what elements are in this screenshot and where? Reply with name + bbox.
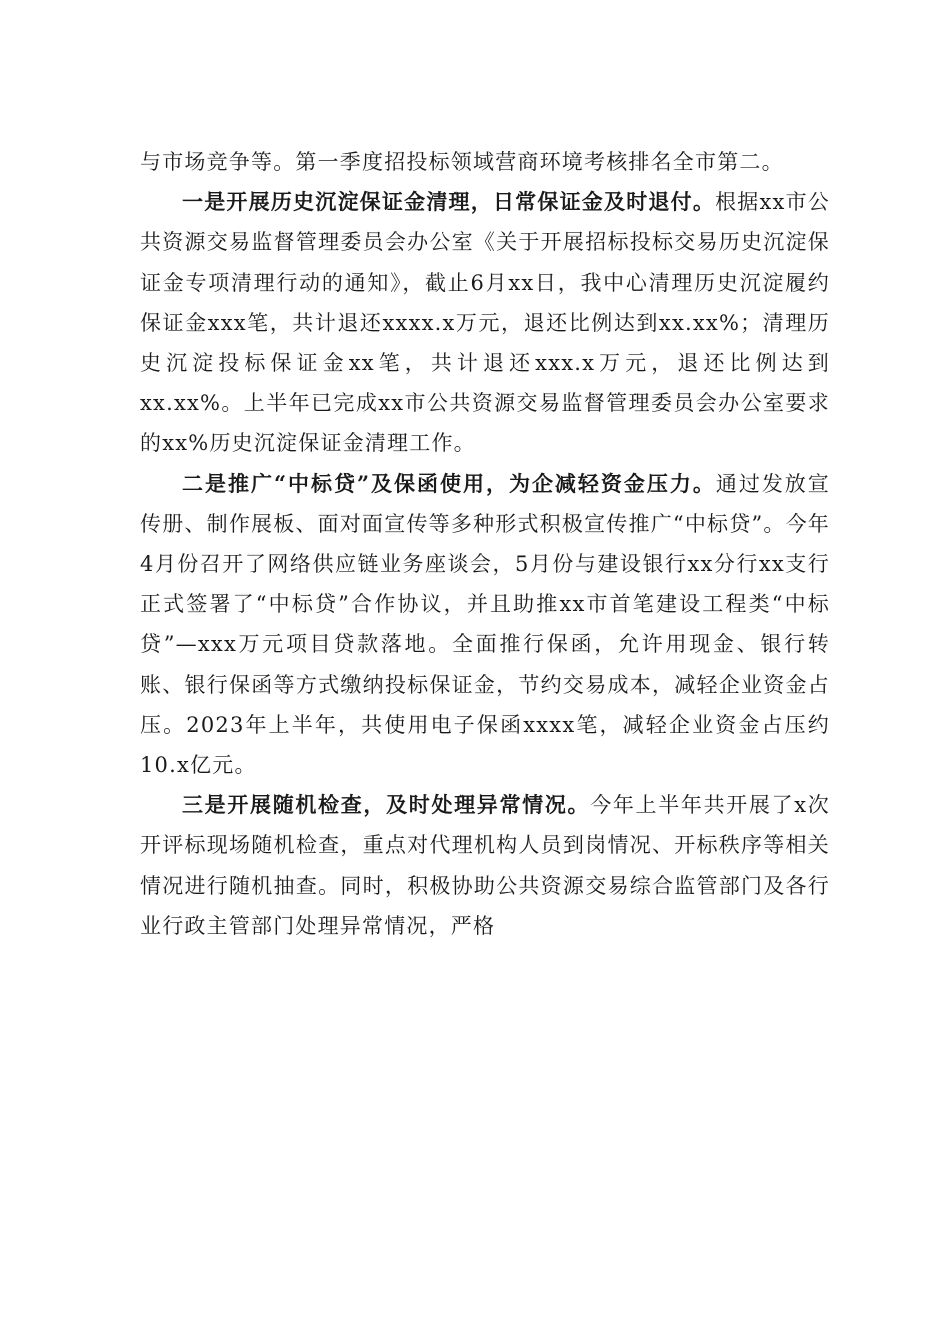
document-page <box>140 142 830 946</box>
paragraph-heading: 三是开展随机检查，及时处理异常情况。 <box>182 792 591 818</box>
paragraph-deposit-cleanup <box>140 182 830 463</box>
paragraph-continuation <box>140 142 830 182</box>
paragraph-random-inspection <box>140 785 830 946</box>
paragraph-heading: 二是推广“中标贷”及保函使用，为企减轻资金压力。 <box>182 470 716 496</box>
paragraph-loan-promotion <box>140 464 830 786</box>
paragraph-heading: 一是开展历史沉淀保证金清理，日常保证金及时退付。 <box>182 189 716 215</box>
paragraph-text: 今年上半年共开展了x次开评标现场随机检查，重点对代理机构人员到岗情况、开标秩序等相关情况进行随机抽查。同时，积极协助公共资源交易综合监管部门及各行业行政主管部门处理异常情况，严格 <box>140 793 830 938</box>
paragraph-text: 根据xx市公共资源交易监督管理委员会办公室《关于开展招标投标交易历史沉淀保证金专项清理行动的通知》，截止6月xx日，我中心清理历史沉淀履约保证金xxx笔，共计退还xxxx.x万元，退还比例达到xx.xx%；清理历史沉淀投标保证金xx笔，共计退还xxx.x万元，退还比例达到xx.xx%。上半年已完成xx市公共资源交易监督管理委员会办公室要求的xx%历史沉淀保证金清理工作。 <box>140 190 830 456</box>
paragraph-text: 通过发放宣传册、制作展板、面对面宣传等多种形式积极宣传推广“中标贷”。今年4月份召开了网络供应链业务座谈会，5月份与建设银行xx分行xx支行正式签署了“中标贷”合作协议，并且助推xx市首笔建设工程类“中标贷”—xxx万元项目贷款落地。全面推行保函，允许用现金、银行转账、银行保函等方式缴纳投标保证金，节约交易成本，减轻企业资金占压。2023年上半年，共使用电子保函xxxx笔，减轻企业资金占压约10.x亿元。 <box>140 471 830 778</box>
paragraph-text: 与市场竞争等。第一季度招投标领域营商环境考核排名全市第二。 <box>140 150 784 174</box>
